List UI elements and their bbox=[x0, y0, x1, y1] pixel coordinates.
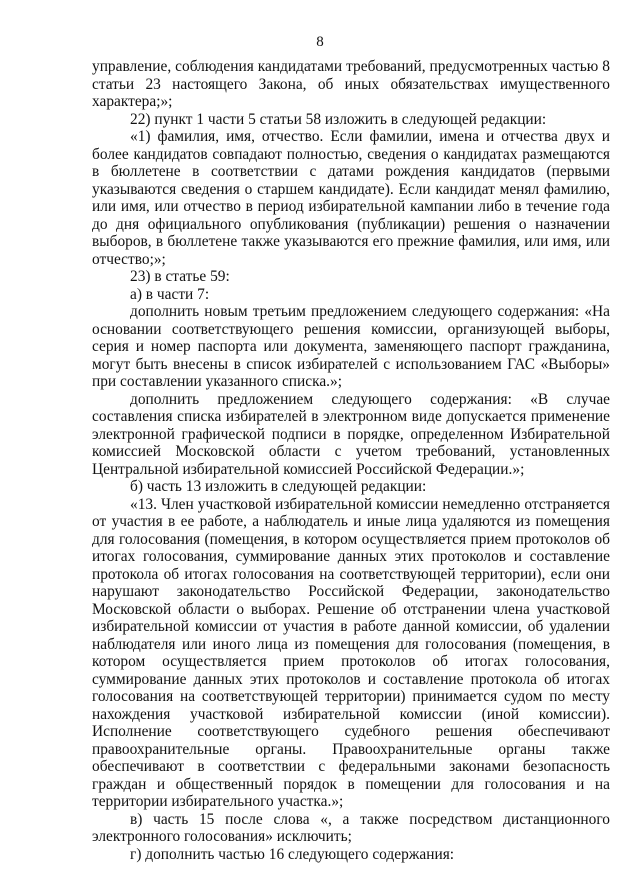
paragraph: управление, соблюдения кандидатами требований, предусмотренных частью 8 статьи 23 настоящего Закона, об иных обязательствах имущественного характера;»; bbox=[92, 58, 610, 110]
paragraph: 23) в статье 59: bbox=[130, 268, 230, 285]
document-body bbox=[92, 58, 610, 863]
paragraph: дополнить предложением следующего содержания: «В случае составления списка избирателей в электронном виде допускается применение электронной графической подписи в порядке, определенном Избирательной комиссией Московской области с учетом требований, установленных Центральной избирательной комиссией Российской Федерации.»; bbox=[92, 390, 610, 478]
page-number: 8 bbox=[316, 34, 324, 50]
paragraph: а) в части 7: bbox=[130, 285, 210, 303]
paragraph: 22) пункт 1 части 5 статьи 58 изложить в следующей редакции: bbox=[130, 110, 547, 128]
paragraph: дополнить новым третьим предложением следующего содержания: «На основании соответствующего решения комиссии, организующей выборы, серия и номер паспорта или документа, заменяющего паспорт гражданина, могут быть внесены в список избирателей с использованием ГАС «Выборы» при составлении указанного списка.»; bbox=[92, 303, 610, 390]
paragraph: г) дополнить частью 16 следующего содержания: bbox=[130, 845, 455, 863]
paragraph: б) часть 13 изложить в следующей редакции: bbox=[130, 478, 427, 495]
paragraph: «13. Член участковой избирательной комиссии немедленно отстраняется от участия в ее работе, а наблюдатель и иные лица удаляются из помещения для голосования (помещения, в котором осуществляется прием протоколов об итогах голосования, суммирование данных этих протоколов и составление протокола об итогах голосования на соответствующей территории), если они нарушают законодательство Российской Федерации, законодательство Московской области о выборах. Решение об отстранении члена участковой избирательной комиссии от участия в работе данной комиссии, об удалении наблюдателя или иного лица из помещения для голосования (помещения, в котором осуществляется прием протоколов об итогах голосования, суммирование данных этих протоколов и составление протокола об итогах голосования на соответствующей территории) принимается судом по месту нахождения участковой избирательной комиссии (иной комиссии). Исполнение соответствующего судебного решения обеспечивают правоохранительные органы. Правоохранительные органы также обеспечивают в соответствии с федеральными законами безопасность граждан и общественный порядок в помещении для голосования и на территории избирательного участка.»; bbox=[92, 495, 610, 810]
paragraph: в) часть 15 после слова «, а также посредством дистанционного электронного голосования» исключить; bbox=[92, 810, 610, 845]
paragraph: «1) фамилия, имя, отчество. Если фамилии, имена и отчества двух и более кандидатов совпадают полностью, сведения о кандидатах размещаются в бюллетене в соответствии с датами рождения кандидатов (первыми указываются сведения о старшем кандидате). Если кандидат менял фамилию, или имя, или отчество в период избирательной кампании либо в течение года до дня официального опубликования (публикации) решения о назначении выборов, в бюллетене также указываются его прежние фамилия, или имя, или отчество;»; bbox=[92, 128, 610, 268]
